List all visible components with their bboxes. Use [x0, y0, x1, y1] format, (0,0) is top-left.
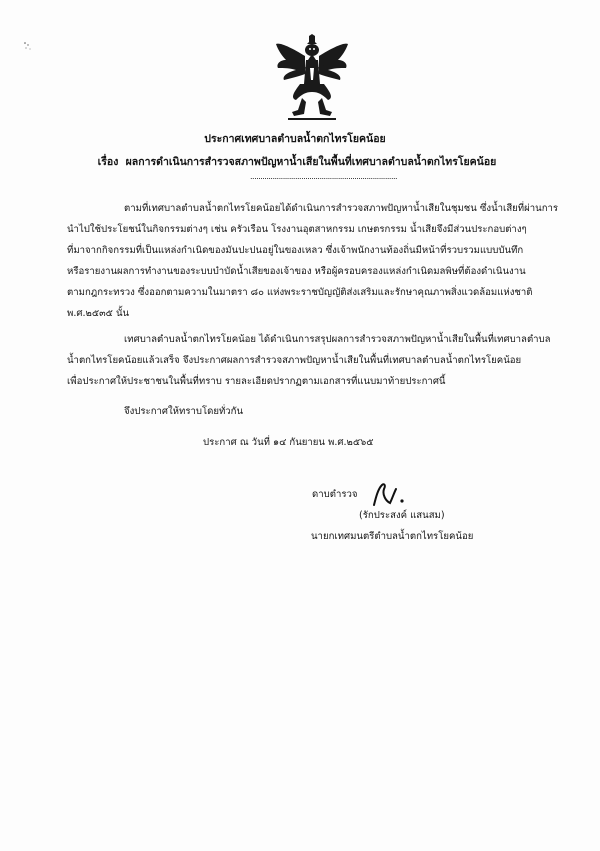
paragraph1-line: ที่มาจากกิจกรรมที่เป็นแหล่งกำเนิดของมันปะปนอยู่ในของเหลว ซึ่งเจ้าพนักงานท้องถิ่นมีหน้าที่รวบรวมแบบบันทึก	[67, 245, 524, 256]
handwritten-signature	[366, 479, 414, 511]
paragraph2-line: เทศบาลตำบลน้ำตกไทรโยคน้อย ได้ดำเนินการสรุปผลการสำรวจสภาพปัญหาน้ำเสียในพื้นที่เทศบาลตำบล	[124, 334, 551, 345]
subject-text: ผลการดำเนินการสำรวจสภาพปัญหาน้ำเสียในพื้นที่เทศบาลตำบลน้ำตกไทรโยคน้อย	[125, 156, 497, 168]
paragraph1-line: ตามที่เทศบาลตำบลน้ำตกไทรโยคน้อยได้ดำเนินการสำรวจสภาพปัญหาน้ำเสียในชุมชน ซึ่งน้ำเสียที่ผ่านการ	[124, 203, 559, 214]
paragraph2-line: เพื่อประกาศให้ประชาชนในพื้นที่ทราบ รายละเอียดปรากฏตามเอกสารที่แนบมาท้ายประกาศนี้	[67, 376, 446, 387]
paragraph1-line: ตามกฎกระทรวง ซึ่งออกตามความในมาตรา ๘๐ แห่งพระราชบัญญัติส่งเสริมและรักษาคุณภาพสิ่งแวดล้อมแห่งชาติ	[67, 287, 533, 298]
paragraph1-line: พ.ศ.๒๕๓๕ นั้น	[67, 308, 130, 319]
scan-speck	[22, 40, 32, 52]
announcement-subject	[0, 153, 597, 170]
title-separator: ........................................................................	[250, 172, 398, 181]
announcement-title: ประกาศเทศบาลตำบลน้ำตกไทรโยคน้อย	[204, 133, 386, 145]
closing-line: จึงประกาศให้ทราบโดยทั่วกัน	[124, 406, 244, 417]
garuda-emblem-icon	[272, 34, 352, 122]
date-line: ประกาศ ณ วันที่ ๑๔ กันยายน พ.ศ.๒๕๖๕	[203, 437, 374, 448]
signatory-position: นายกเทศมนตรีตำบลน้ำตกไทรโยคน้อย	[311, 531, 474, 542]
subject-label: เรื่อง	[97, 156, 119, 168]
signatory-prefix: ดาบตำรวจ	[312, 489, 358, 500]
signatory-name: (รักประสงค์ แสนสม)	[359, 510, 445, 521]
paragraph1-line: หรือรายงานผลการทำงานของระบบบำบัดน้ำเสียของเจ้าของ หรือผู้ครอบครองแหล่งกำเนิดมลพิษที่ต้องดำเนินงาน	[67, 266, 526, 277]
paragraph2-line: น้ำตกไทรโยคน้อยแล้วเสร็จ จึงประกาศผลการสำรวจสภาพปัญหาน้ำเสียในพื้นที่เทศบาลตำบลน้ำตกไทรโยคน้อย	[67, 355, 522, 366]
paragraph1-line: นำไปใช้ประโยชน์ในกิจกรรมต่างๆ เช่น ครัวเรือน โรงงานอุตสาหกรรม เกษตรกรรม น้ำเสียจึงมีส่วนประกอบต่างๆ	[67, 224, 527, 235]
